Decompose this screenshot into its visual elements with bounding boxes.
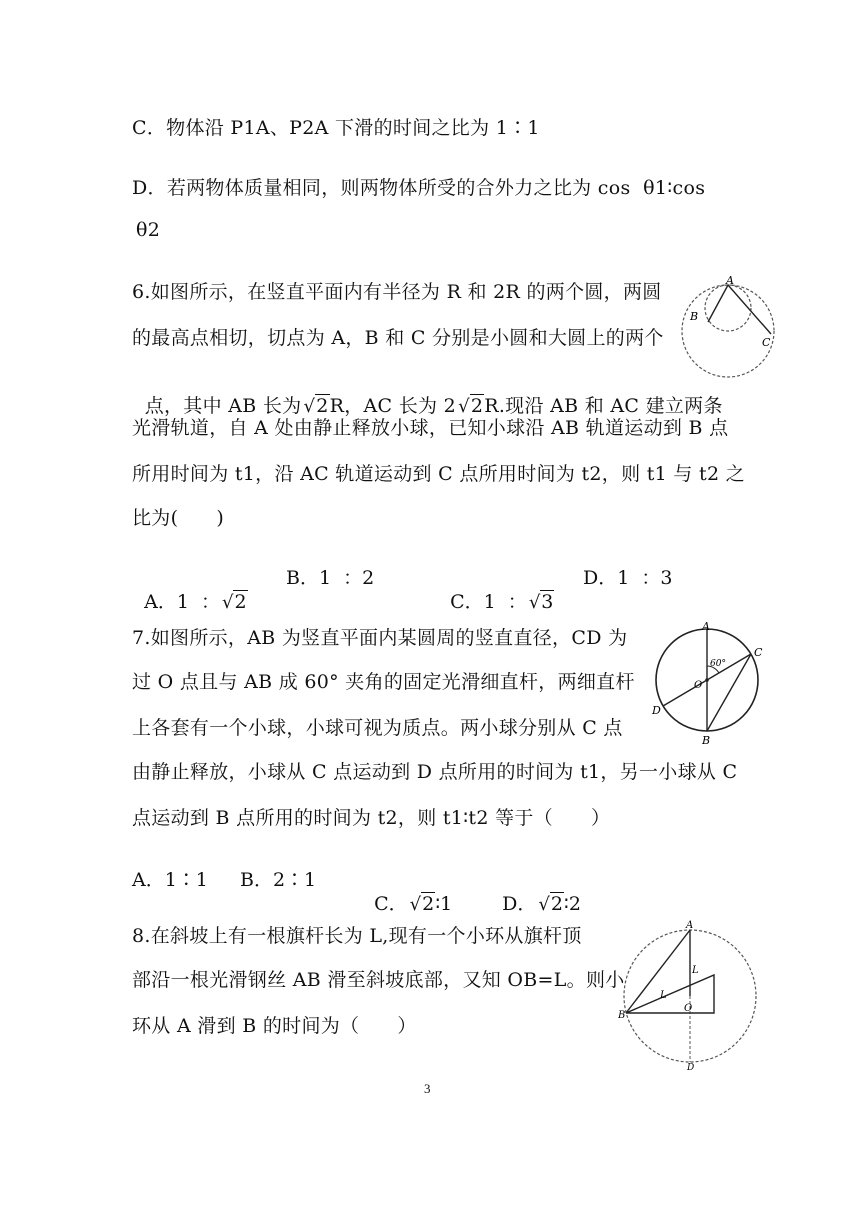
choice-label: D． (502, 893, 537, 915)
sqrt-3-expression: √3 (528, 591, 554, 613)
label-b: B (690, 310, 699, 323)
q6-circles-figure (678, 274, 778, 384)
q6-line1: 6.如图所示，在竖直平面内有半径为 R 和 2R 的两个圆，两圆 (132, 281, 662, 303)
label-d: D (652, 704, 661, 717)
q6-line4: 光滑轨道，自 A 处由静止释放小球，已知小球沿 AB 轨道运动到 B 点 (132, 417, 729, 439)
q7-choice-b: B．2∶1 (240, 869, 317, 891)
wire-ab (626, 930, 693, 1014)
label-a: A (702, 620, 710, 633)
label-c: C (762, 336, 771, 349)
sqrt-radicand: 2 (316, 395, 329, 417)
sqrt-2-expression: √2 (221, 591, 247, 613)
label-b: B (618, 1010, 626, 1021)
q6-line2: 的最高点相切，切点为 A，B 和 C 分别是小圆和大圆上的两个 (132, 327, 664, 349)
label-o: O (694, 680, 703, 691)
q6-choice-b: B．1 ：2 (286, 567, 375, 589)
choice-label: C．1 ： (450, 591, 527, 613)
q6-line3 (132, 370, 723, 419)
page-number: 3 (424, 1081, 431, 1096)
label-a: A (726, 274, 734, 287)
q7-choice-c (362, 868, 452, 917)
q6-choice-a (132, 566, 248, 615)
q7-line1: 7.如图所示，AB 为竖直平面内某圆周的竖直直径，CD 为 (132, 627, 628, 649)
slope-triangle (626, 975, 714, 1013)
sqrt-2-expression: √2 (538, 893, 563, 915)
q6-line3-post: R.现沿 AB 和 AC 建立两条 (484, 395, 723, 417)
q8-line1: 8.在斜坡上有一根旗杆长为 L,现有一个小环从旗杆顶 (132, 925, 582, 947)
sqrt-2-expression: √2 (409, 893, 435, 915)
label-c: C (754, 646, 763, 659)
label-l-pole: L (692, 965, 699, 976)
choice-label: A．1 ： (144, 591, 220, 613)
label-d: D (687, 1063, 695, 1072)
q6-choice-d: D．1 ：3 (583, 567, 673, 589)
sqrt-radicand: 2 (422, 893, 435, 915)
q7-choice-a: A．1∶1 (132, 869, 208, 891)
q6-line6: 比为( ) (132, 507, 225, 529)
q6-choice-c (438, 566, 554, 615)
q8-line3: 环从 A 滑到 B 的时间为（ ） (132, 1015, 417, 1037)
q8-line2: 部沿一根光滑钢丝 AB 滑至斜坡底部，又知 OB=L。则小 (132, 969, 625, 991)
option-c-q5: C．物体沿 P1A、P2A 下滑的时间之比为 1∶1 (132, 117, 540, 139)
sqrt-radicand: 2 (234, 591, 247, 613)
track-ac (728, 285, 771, 334)
label-o: O (684, 1003, 693, 1014)
small-circle (705, 285, 751, 331)
q7-line3: 上各套有一个小球，小球可视为质点。两小球分别从 C 点 (132, 717, 623, 739)
sqrt-radicand: 2 (550, 893, 563, 915)
q8-slope-figure (618, 918, 764, 1072)
option-d-q5-line1: D．若两物体质量相同，则两物体所受的合外力之比为 cos θ1∶cos (132, 177, 706, 199)
q6-line3-mid: R，AC 长为 2 (329, 395, 457, 417)
q6-line5: 所用时间为 t1，沿 AC 轨道运动到 C 点所用时间为 t2，则 t1 与 t2 之 (132, 463, 745, 485)
q7-line2: 过 O 点且与 AB 成 60° 夹角的固定光滑细直杆，两细直杆 (132, 671, 635, 693)
sqrt-radicand: 2 (470, 395, 484, 417)
label-angle: 60° (710, 659, 726, 669)
center-point (705, 678, 709, 682)
choice-label: C． (374, 893, 408, 915)
q7-circle-figure (650, 618, 768, 746)
option-d-q5-line2: θ2 (136, 219, 161, 241)
track-ab (708, 285, 728, 322)
label-b: B (702, 734, 711, 746)
label-l-slope: L (660, 990, 667, 1001)
label-a: A (686, 920, 694, 931)
q6-line3-pre: 点，其中 AB 长为 (144, 395, 302, 417)
choice-suffix: ∶2 (563, 893, 581, 915)
sqrt-2-expression: √2 (303, 395, 329, 417)
sqrt-radicand: 3 (541, 591, 554, 613)
q7-choice-d (490, 868, 581, 917)
q7-line5: 点运动到 B 点所用的时间为 t2，则 t1∶t2 等于（ ） (132, 807, 611, 829)
sqrt-2-expression: √2 (458, 395, 484, 417)
choice-suffix: ∶1 (435, 893, 453, 915)
q7-line4: 由静止释放，小球从 C 点运动到 D 点所用的时间为 t1，另一小球从 C (132, 761, 738, 783)
